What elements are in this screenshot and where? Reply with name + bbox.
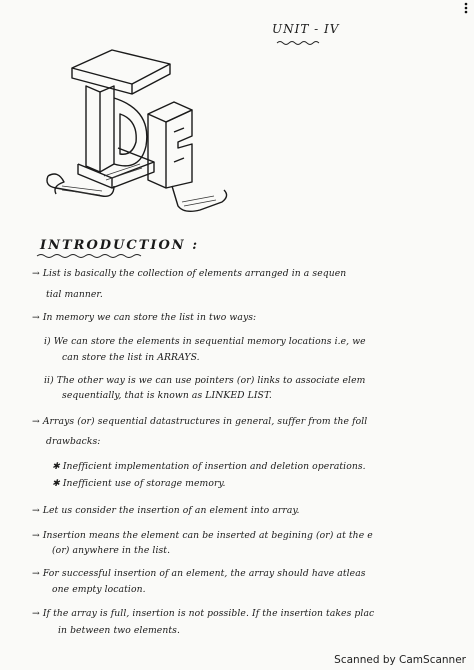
text-line: → For successful insertion of an element, the array should have atleas: [32, 568, 366, 579]
scanner-watermark: Scanned by CamScanner: [334, 654, 466, 666]
unit-underline: [276, 40, 322, 46]
ds-logo-illustration: [42, 36, 232, 222]
text-line: ✱ Inefficient implementation of insertion and deletion operations.: [52, 461, 366, 472]
text-line: ii) The other way is we can use pointers (or) links to associate elem: [44, 375, 366, 386]
text-line: one empty location.: [52, 584, 146, 595]
section-heading: INTRODUCTION :: [40, 238, 200, 253]
text-line: drawbacks:: [46, 436, 101, 447]
text-line: i) We can store the elements in sequential memory locations i.e, we: [44, 336, 366, 347]
text-line: → Let us consider the insertion of an element into array.: [32, 505, 300, 516]
menu-dots-icon[interactable]: [460, 2, 472, 14]
text-line: → In memory we can store the list in two ways:: [32, 312, 257, 323]
unit-title: UNIT - IV: [272, 22, 340, 36]
text-line: sequentially, that is known as LINKED LIST.: [62, 390, 272, 401]
text-line: → Insertion means the element can be inserted at begining (or) at the e: [32, 530, 373, 541]
text-line: ✱ Inefficient use of storage memory.: [52, 478, 226, 489]
text-line: → Arrays (or) sequential datastructures in general, suffer from the foll: [32, 416, 368, 427]
heading-underline: [36, 253, 148, 259]
text-line: (or) anywhere in the list.: [52, 545, 171, 556]
text-line: → If the array is full, insertion is not possible. If the insertion takes plac: [32, 608, 375, 619]
text-line: can store the list in ARRAYS.: [62, 352, 200, 363]
text-line: tial manner.: [46, 289, 103, 300]
text-line: in between two elements.: [58, 625, 180, 636]
text-line: → List is basically the collection of elements arranged in a sequen: [32, 268, 347, 279]
